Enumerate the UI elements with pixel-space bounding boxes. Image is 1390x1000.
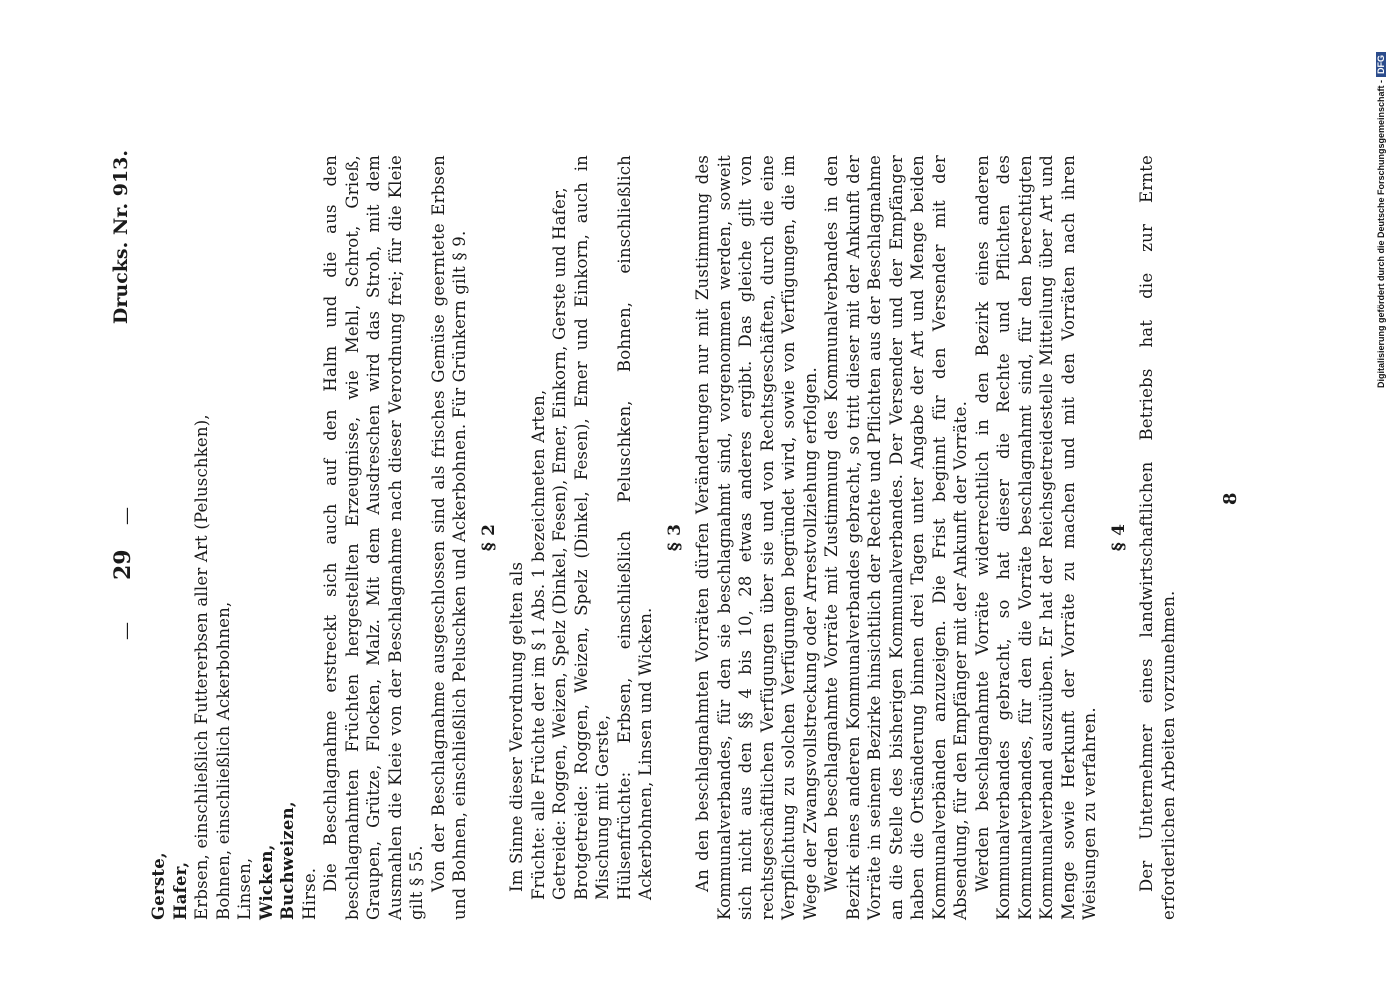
section-2-intro: Im Sinne dieser Verordnung gelten als xyxy=(507,561,526,892)
document-body xyxy=(148,155,1179,920)
list-item: Bohnen, einschließlich Ackerbohnen, xyxy=(213,601,233,920)
section-4-paragraph: Der Unternehmer eines landwirtschaftlichen Betriebs hat die zur Ernte erforderlichen Arbeiten vorzunehmen. xyxy=(1137,155,1178,920)
list-item: Buchweizen, xyxy=(278,801,297,920)
section-heading-2: § 2 xyxy=(478,523,499,552)
definition-brotgetreide: Brotgetreide: Roggen, Weizen, Spelz (Dinkel, Fesen), Emer und Einkorn, auch in Mischung mit Gerste, xyxy=(571,155,612,900)
rotated-document-page xyxy=(110,120,1260,920)
list-item: Wicken, xyxy=(256,844,276,920)
page-header xyxy=(110,120,150,920)
paragraph-scope: Die Beschlagnahme erstreckt sich auch auf den Halm und die aus den beschlagnahmten Früchten hergestellten Erzeugnisse, wie Mehl, Schrot, Grieß, Graupen, Grütze, Flocken, Malz. Mit dem Ausdreschen wird das Stroh, mit dem Ausmahlen die Kleie von der Beschlagnahme nach dieser Verordnung frei; für die Kleie gilt § 55. xyxy=(321,155,426,920)
digitization-credit xyxy=(1362,8,1390,388)
section-3-paragraph: An den beschlagnahmten Vorräten dürfen Veränderungen nur mit Zustimmung des Kommunalverbandes, für den sie beschlagnahmt sind, vorgenommen werden, soweit sich nicht aus den §§ 4 bis 10, 28 etwas anderes ergibt. Das gleiche gilt von rechtsgeschäftlichen Verfügungen über sie und von Rechtsgeschäften, durch die eine Verpflichtung zu solchen Verfügungen begründet wird, sowie von Verfügungen, die im Wege der Zwangsvollstreckung oder Arrestvollziehung erfolgen. xyxy=(693,155,820,920)
section-heading-3: § 3 xyxy=(664,523,685,552)
paragraph-exclusion: Von der Beschlagnahme ausgeschlossen sind als frisches Gemüse geerntete Erbsen und Bohnen, einschließlich Peluschken und Ackerbohnen. Für Grünkern gilt § 9. xyxy=(428,155,469,920)
section-heading-4: § 4 xyxy=(1108,523,1129,552)
print-reference: Drucks. Nr. 913. xyxy=(110,150,132,325)
definition-fruechte: Früchte: alle Früchte der im § 1 Abs. 1 bezeichneten Arten, xyxy=(528,389,548,900)
list-item: Hirse. xyxy=(299,867,319,920)
section-3-paragraph: Werden beschlagnahmte Vorräte widerrechtlich in den Bezirk eines anderen Kommunalverbandes gebracht, so hat dieser die Rechte und Pflichten des Kommunalverbandes, für den die Vorräte beschlagnahmt sind, für den berechtigten Kommunalverband auszuüben. Er hat der Reichsgetreidestelle Mitteilung über Art und Menge sowie Herkunft der Vorräte zu machen und mit den Vorräten nach ihren Weisungen zu verfahren. xyxy=(972,155,1099,920)
list-item: Hafer, xyxy=(170,861,190,920)
definition-huelsenfruechte: Hülsenfrüchte: Erbsen, einschließlich Peluschken, Bohnen, einschließlich Ackerbohnen, Linsen und Wicken. xyxy=(614,155,655,900)
footer-sheet-number: 8 xyxy=(1220,492,1241,505)
header-dash-left: — xyxy=(116,622,137,640)
dfg-logo: DFG xyxy=(1376,52,1386,77)
list-item: Erbsen, einschließlich Futtererbsen aller Art (Peluschken), xyxy=(192,414,211,920)
section-3-paragraph: Werden beschlagnahmte Vorräte mit Zustimmung des Kommunalverbandes in den Bezirk eines anderen Kommunalverbandes gebracht, so tritt dieser mit der Ankunft der Vorräte in seinem Bezirke hinsichtlich der Rechte und Pflichten aus der Beschlagnahme an die Stelle des bisherigen Kommunalverbandes. Der Versender und der Empfänger haben die Ortsänderung binnen drei Tagen unter Angabe der Art und Menge beiden Kommunalverbänden anzuzeigen. Die Frist beginnt für den Versender mit der Absendung, für den Empfänger mit der Ankunft der Vorräte. xyxy=(822,155,970,920)
page-number: 29 xyxy=(110,549,136,580)
header-dash-right: — xyxy=(116,507,137,525)
list-item: Gerste, xyxy=(149,852,168,920)
definition-getreide: Getreide: Roggen, Weizen, Spelz (Dinkel, Fesen), Emer, Einkorn, Gerste und Hafer, xyxy=(550,187,569,900)
list-item: Linsen, xyxy=(235,857,254,920)
credit-text: Digitalisierung gefördert durch die Deutsche Forschungsgemeinschaft - xyxy=(1376,79,1386,388)
